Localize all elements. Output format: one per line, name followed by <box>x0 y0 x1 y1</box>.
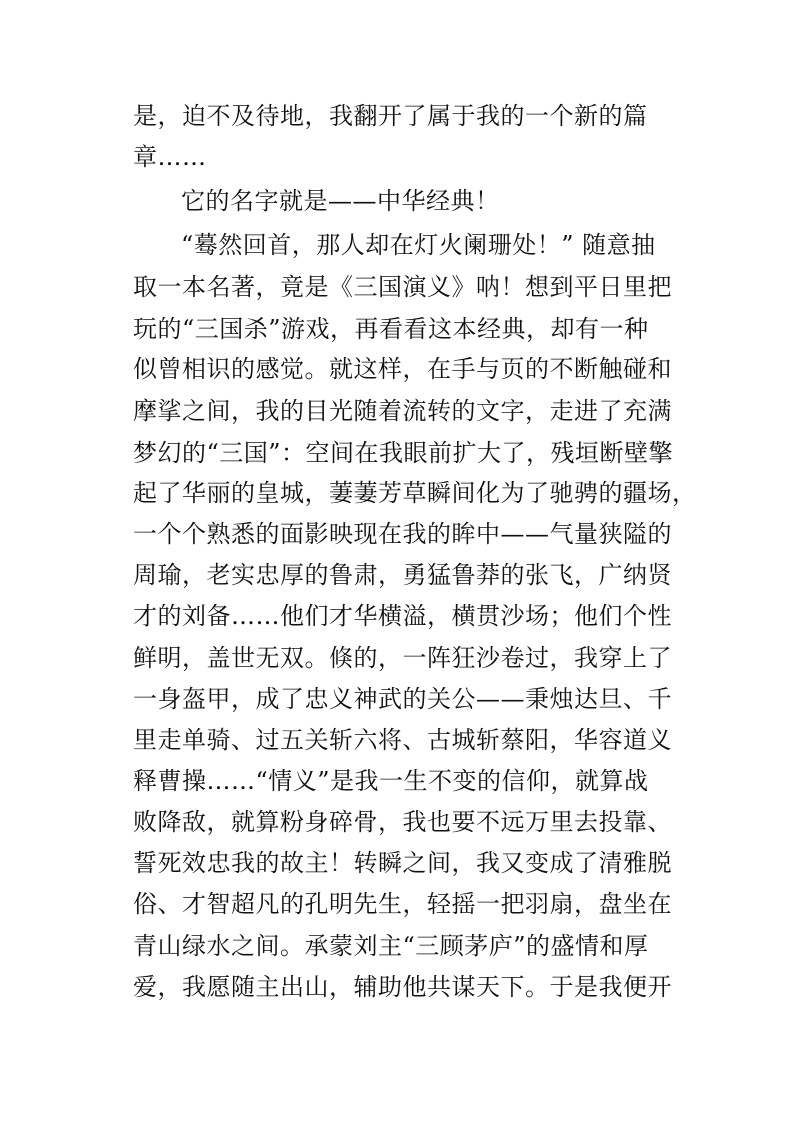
text-line: 释曹操……“情义”是我一生不变的信仰，就算战 <box>133 767 649 795</box>
text-line: 摩挲之间，我的目光随着流转的文字，走进了充满 <box>133 397 672 425</box>
text-line: 一身盔甲，成了忠义神武的关公——秉烛达旦、千 <box>133 685 672 713</box>
text-line: 章…… <box>133 143 207 171</box>
text-line: 才的刘备……他们才华横溢，横贯沙场；他们个性 <box>133 602 672 630</box>
text-line: 梦幻的“三国”：空间在我眼前扩大了，残垣断壁擎 <box>133 439 674 467</box>
text-line: 一个个熟悉的面影映现在我的眸中——气量狭隘的 <box>133 520 672 548</box>
text-line: 取一本名著，竟是《三国演义》呐！想到平日里把 <box>133 273 672 301</box>
text-line: 青山绿水之间。承蒙刘主“三顾茅庐”的盛情和厚 <box>133 932 649 960</box>
text-line: 起了华丽的皇城，萋萋芳草瞬间化为了驰骋的疆场， <box>133 479 697 507</box>
text-line: 俗、才智超凡的孔明先生，轻摇一把羽扇，盘坐在 <box>133 890 672 918</box>
text-line: 它的名字就是——中华经典！ <box>181 187 500 215</box>
text-line: “蓦然回首，那人却在灯火阑珊处！” 随意抽 <box>181 231 656 259</box>
text-line: 败降敌，就算粉身碎骨，我也要不远万里去投靠、 <box>133 808 672 836</box>
text-line: 里走单骑、过五关斩六将、古城斩蔡阳，华容道义 <box>133 726 672 754</box>
text-line: 是，迫不及待地，我翻开了属于我的一个新的篇 <box>133 102 648 130</box>
text-line: 爱，我愿随主出山，辅助他共谋天下。于是我便开 <box>133 973 672 1001</box>
text-line: 玩的“三国杀”游戏，再看看这本经典，却有一种 <box>133 315 649 343</box>
text-line: 誓死效忠我的故主！转瞬之间，我又变成了清雅脱 <box>133 849 672 877</box>
text-line: 似曾相识的感觉。就这样，在手与页的不断触碰和 <box>133 355 672 383</box>
text-line: 鲜明，盖世无双。倏的，一阵狂沙卷过，我穿上了 <box>133 644 672 672</box>
text-line: 周瑜，老实忠厚的鲁肃，勇猛鲁莽的张飞，广纳贤 <box>133 561 672 589</box>
